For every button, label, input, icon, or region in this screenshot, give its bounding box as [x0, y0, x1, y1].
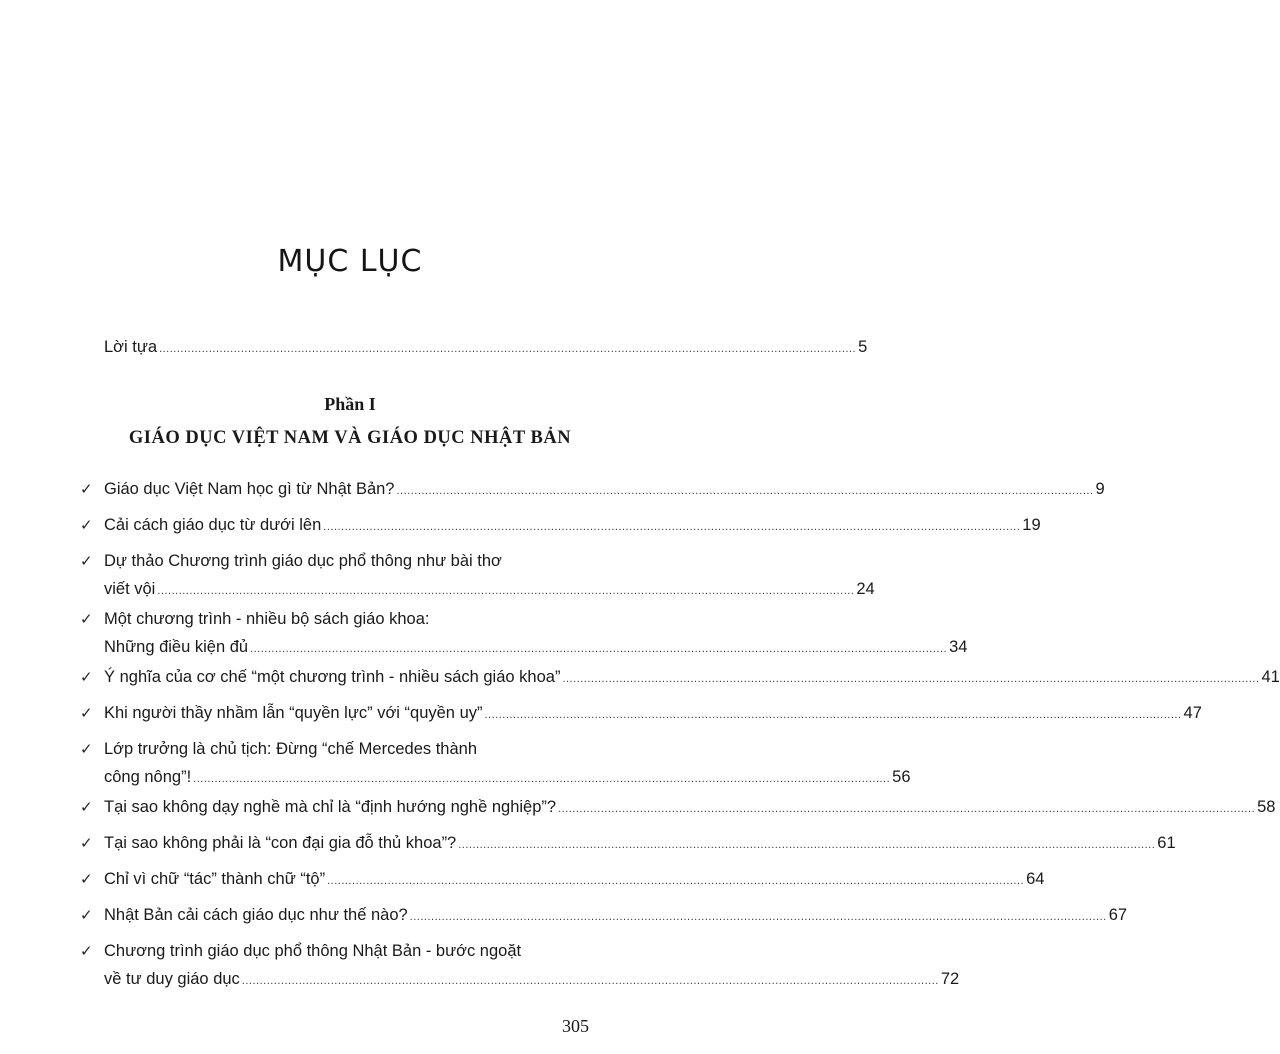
- toc-row: [104, 832, 1176, 856]
- check-mark-icon: ✓: [80, 906, 93, 924]
- entry-page: 41: [1261, 668, 1280, 686]
- toc-entry: [0, 702, 1202, 738]
- entry-page: 72: [940, 970, 960, 988]
- entry-page: 9: [1095, 480, 1105, 498]
- entry-title: Chỉ vì chữ “tác” thành chữ “tộ”: [104, 870, 326, 888]
- check-mark-icon: ✓: [80, 834, 93, 852]
- toc-row: [104, 478, 1105, 502]
- entry-page: 47: [1183, 704, 1202, 722]
- toc-entry: [0, 666, 1280, 702]
- entry-page: 34: [949, 638, 968, 656]
- toc-row: [104, 702, 1202, 726]
- toc-entry: [0, 478, 1105, 514]
- dot-leader: ....................................................................................................................................................................................................: [323, 521, 1021, 533]
- toc-row: [104, 796, 1276, 820]
- entry-title: Nhật Bản cải cách giáo dục như thế nào?: [104, 906, 408, 924]
- toc-entry: [0, 550, 875, 608]
- entry-title-line1: Dự thảo Chương trình giáo dục phổ thông như bài thơ: [104, 552, 502, 570]
- check-mark-icon: ✓: [80, 942, 93, 960]
- toc-row: [104, 968, 960, 992]
- dot-leader: ....................................................................................................................................................................................................: [484, 709, 1182, 721]
- entry-page: 67: [1108, 906, 1128, 924]
- entry-title-line1: Lớp trưởng là chủ tịch: Đừng “chế Mercedes thành: [104, 740, 477, 758]
- toc-entry: [0, 832, 1176, 868]
- toc-entry: [0, 796, 1276, 832]
- dot-leader: ....................................................................................................................................................................................................: [193, 773, 891, 785]
- check-mark-icon: ✓: [80, 704, 93, 722]
- dot-leader: ....................................................................................................................................................................................................: [157, 585, 855, 597]
- dot-leader: ....................................................................................................................................................................................................: [241, 975, 939, 987]
- toc-row: [104, 868, 1045, 892]
- entry-title-line1: Một chương trình - nhiều bộ sách giáo khoa:: [104, 610, 430, 628]
- entry-page: 24: [856, 580, 875, 598]
- entry-title: viết vội: [104, 580, 156, 598]
- toc-entry: [0, 868, 1045, 904]
- check-mark-icon: ✓: [80, 798, 93, 816]
- part-title: GIÁO DỤC VIỆT NAM VÀ GIÁO DỤC NHẬT BẢN: [128, 428, 572, 448]
- toc-row: [104, 636, 968, 660]
- toc-entry: [0, 940, 960, 998]
- dot-leader: ....................................................................................................................................................................................................: [159, 343, 857, 355]
- entry-page: 5: [858, 338, 868, 356]
- toc-row: [104, 338, 868, 357]
- check-mark-icon: ✓: [80, 870, 93, 888]
- check-mark-icon: ✓: [80, 516, 93, 534]
- toc-row: [104, 666, 1280, 690]
- toc-title: MỤC LỤC: [277, 244, 423, 279]
- entry-title: Giáo dục Việt Nam học gì từ Nhật Bản?: [104, 480, 395, 498]
- toc-entry: [0, 608, 968, 666]
- entry-title: Khi người thầy nhầm lẫn “quyền lực” với “quyền uy”: [104, 704, 483, 722]
- dot-leader: ....................................................................................................................................................................................................: [562, 673, 1260, 685]
- entry-title: Lời tựa: [104, 338, 158, 356]
- dot-leader: ....................................................................................................................................................................................................: [458, 839, 1156, 851]
- entry-page: 19: [1022, 516, 1041, 534]
- entry-page: 58: [1257, 798, 1276, 816]
- entry-title: Tại sao không dạy nghề mà chỉ là “định hướng nghề nghiệp”?: [104, 798, 557, 816]
- entry-title-line1: Chương trình giáo dục phổ thông Nhật Bản - bước ngoặt: [104, 942, 522, 960]
- entry-title: Tại sao không phải là “con đại gia đỗ thủ khoa”?: [104, 834, 457, 852]
- dot-leader: ....................................................................................................................................................................................................: [409, 911, 1107, 923]
- dot-leader: ....................................................................................................................................................................................................: [558, 803, 1256, 815]
- entry-title: Ý nghĩa của cơ chế “một chương trình - nhiều sách giáo khoa”: [104, 668, 561, 686]
- check-mark-icon: ✓: [80, 610, 93, 628]
- part-number: Phần I: [324, 394, 376, 414]
- toc-row: [104, 578, 875, 602]
- toc-row: [104, 766, 911, 790]
- toc-entry: [0, 738, 911, 796]
- check-mark-icon: ✓: [80, 668, 93, 686]
- check-mark-icon: ✓: [80, 480, 93, 498]
- toc-row: [104, 904, 1128, 928]
- toc-entry: [0, 514, 1041, 550]
- dot-leader: ....................................................................................................................................................................................................: [250, 643, 948, 655]
- entry-title: công nông”!: [104, 768, 192, 786]
- entry-page: 64: [1026, 870, 1045, 888]
- entry-page: 56: [892, 768, 911, 786]
- toc-entry: [0, 904, 1128, 940]
- toc-row: [104, 514, 1041, 538]
- entry-page: 61: [1157, 834, 1176, 852]
- entry-title: về tư duy giáo dục: [104, 970, 240, 988]
- check-mark-icon: ✓: [80, 740, 93, 758]
- entry-title: Những điều kiện đủ: [104, 638, 249, 656]
- page-number: 305: [562, 1016, 589, 1036]
- dot-leader: ....................................................................................................................................................................................................: [396, 485, 1094, 497]
- check-mark-icon: ✓: [80, 552, 93, 570]
- dot-leader: ....................................................................................................................................................................................................: [327, 875, 1025, 887]
- entry-title: Cải cách giáo dục từ dưới lên: [104, 516, 322, 534]
